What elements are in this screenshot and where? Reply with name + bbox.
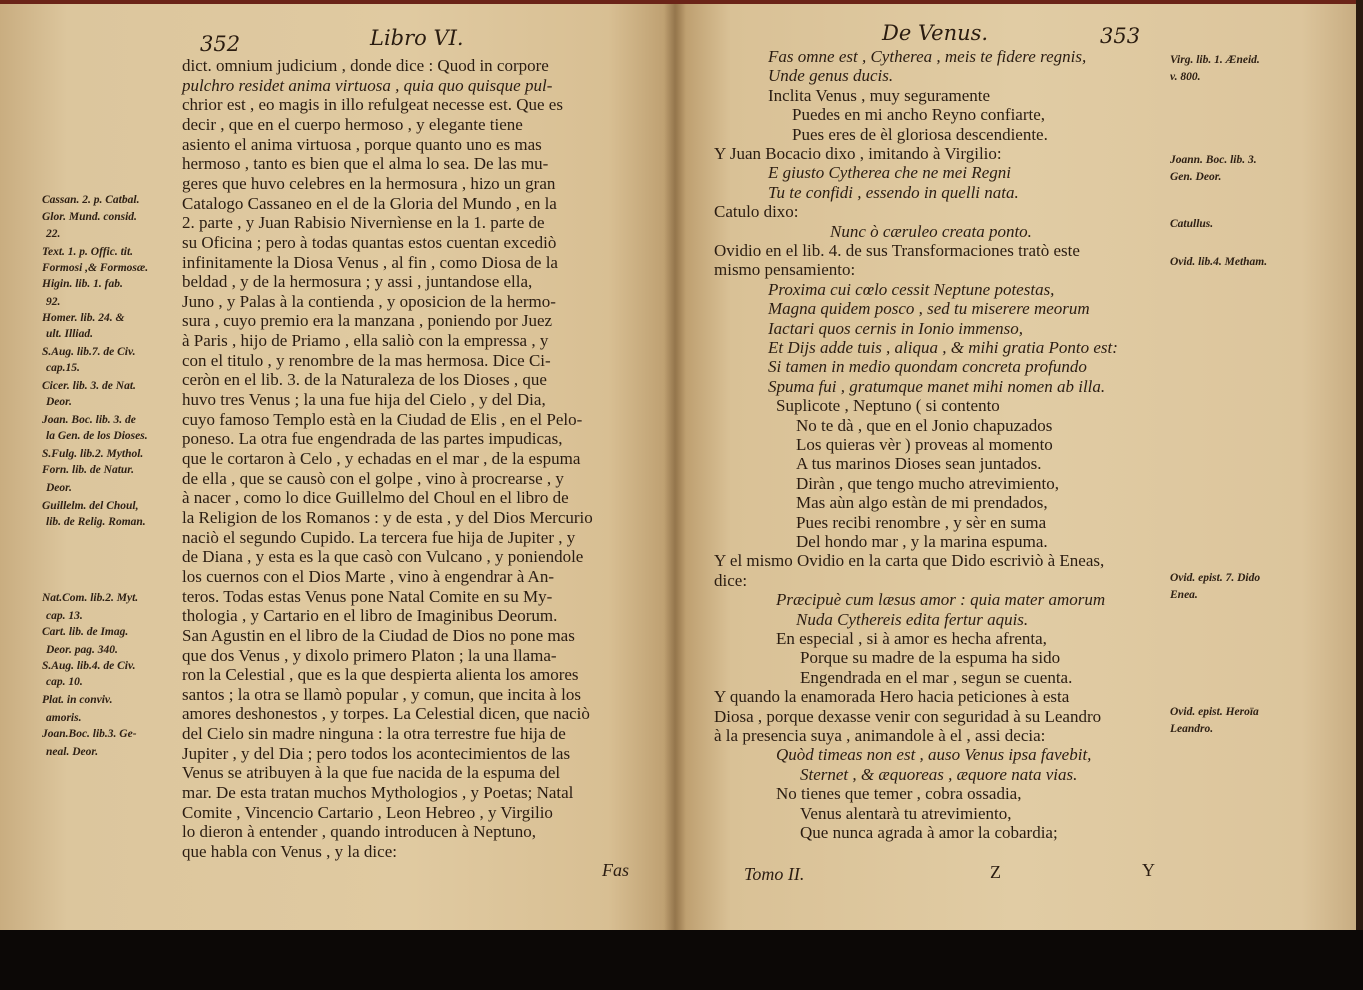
- text-line: huvo tres Venus ; la una fue hija del Cielo , y del Dia,: [182, 390, 546, 410]
- margin-note-line: Leandro.: [1170, 723, 1214, 735]
- right-page-number: 353: [1100, 24, 1141, 48]
- text-line: Nunc ò cæruleo creata ponto.: [830, 221, 1032, 241]
- margin-note: Deor.: [46, 396, 72, 408]
- text-line: poneso. La otra fue engendrada de las partes impudicas,: [182, 429, 563, 449]
- text-line: Pues eres de èl gloriosa descendiente.: [792, 124, 1048, 144]
- text-line: mismo pensamiento:: [714, 260, 856, 280]
- text-line: pulchro residet anima virtuosa , quia quo quisque pul-: [182, 75, 553, 95]
- margin-note: S.Aug. lib.7. de Civ.: [42, 346, 136, 358]
- right-running-head: De Venus.: [882, 21, 989, 45]
- text-line: que le cortaron à Celo , y echadas en el mar , de la espuma: [182, 449, 581, 468]
- signature-mark: Z: [990, 862, 1001, 882]
- text-line: mar. De esta tratan muchos Mythologios , y Poetas; Natal: [182, 783, 574, 803]
- text-line: No te dà , que en el Jonio chapuzados: [796, 415, 1053, 435]
- text-line: Diosa , porque dexasse venir con seguridad à su Leandro: [714, 706, 1102, 726]
- text-line: 2. parte , y Juan Rabisio Nivernìense en la 1. parte de: [182, 213, 545, 233]
- text-line: Fas omne est , Cytherea , meis te fidere regnis,: [768, 47, 1087, 66]
- text-line: à nacer , como lo dice Guillelmo del Choul en el libro de: [182, 488, 569, 508]
- text-line: Del hondo mar , y la marina espuma.: [796, 532, 1048, 551]
- text-line: A tus marinos Dioses sean juntados.: [796, 454, 1042, 474]
- margin-note-line: v. 800.: [1170, 71, 1201, 83]
- left-catchword: Fas: [602, 860, 629, 880]
- text-line: lo dieron à entender , quando introducen à Neptuno,: [182, 822, 537, 842]
- text-line: ceròn en el lib. 3. de la Naturaleza de los Dioses , que: [182, 370, 547, 390]
- text-line: Jupiter , y del Dia ; pero todos los acontecimientos de las: [182, 743, 571, 763]
- text-line: Inclita Venus , muy seguramente: [768, 85, 991, 105]
- text-line: Spuma fui , gratumque manet mihi nomen ab illa.: [768, 376, 1106, 396]
- text-line: à Paris , hijo de Priamo , ella saliò con la empressa , y: [182, 331, 549, 351]
- margin-note-line: Ovid. lib.4. Metham.: [1170, 256, 1268, 268]
- text-line: Et Dijs adde tuis , aliqua , & mihi gratia Ponto est:: [768, 338, 1118, 357]
- text-line: Puedes en mi ancho Reyno confiarte,: [792, 105, 1046, 125]
- margin-note: Homer. lib. 24. &: [42, 312, 125, 324]
- text-line: santos ; la otra se llamò popular , y comun, que incita à los: [182, 684, 581, 704]
- margin-note: lib. de Relig. Roman.: [46, 516, 146, 528]
- margin-note: S.Fulg. lib.2. Mythol.: [42, 448, 144, 460]
- text-line: Nuda Cythereis edita fertur aquis.: [796, 609, 1029, 629]
- text-line: de Diana , y esta es la que casò con Vulcano , y poniendole: [182, 547, 584, 567]
- right-page: [676, 4, 1356, 930]
- text-line: Quòd timeas non est , auso Venus ipsa favebit,: [776, 745, 1092, 765]
- page-edge: [1356, 0, 1363, 930]
- text-line: Diràn , que tengo mucho atrevimiento,: [796, 473, 1059, 493]
- text-line: Unde genus ducis.: [768, 66, 894, 86]
- text-line: geres que huvo celebres en la hermosura , hizo un gran: [182, 173, 556, 193]
- text-line: E giusto Cytherea che ne mei Regni: [768, 163, 1011, 183]
- margin-note-line: Enea.: [1170, 589, 1198, 601]
- left-page-number: 352: [200, 32, 241, 56]
- text-line: beldad , y de la hermosura ; y assi , juntandose ella,: [182, 272, 533, 292]
- margin-note: Joan. Boc. lib. 3. de: [42, 414, 136, 426]
- text-line: Suplicote , Neptuno ( si contento: [776, 396, 1000, 416]
- margin-note: Formosi ,& Formosæ.: [42, 262, 149, 274]
- text-line: hermoso , tanto es bien que el alma lo sea. De las mu-: [182, 154, 549, 174]
- text-line: Comite , Vincencio Cartario , Leon Hebreo , y Virgilio: [182, 802, 553, 822]
- margin-note: Deor.: [46, 482, 72, 494]
- margin-note: 92.: [46, 296, 61, 308]
- text-line: Juno , y Palas à la contienda , y oposicion de la hermo-: [182, 291, 556, 311]
- text-line: Porque su madre de la espuma ha sido: [800, 648, 1061, 668]
- margin-note: cap.15.: [46, 362, 80, 374]
- right-catchword: Y: [1142, 860, 1155, 880]
- margin-note: Higin. lib. 1. fab.: [42, 278, 123, 290]
- text-line: Y quando la enamorada Hero hacia peticiones à esta: [714, 687, 1070, 707]
- text-line: su Oficina ; pero à todas quantas estos cuentan excediò: [182, 232, 557, 252]
- margin-note-line: Joann. Boc. lib. 3.: [1170, 154, 1257, 166]
- text-line: de ella , que se causò con el golpe , vino à procrearse , y: [182, 468, 564, 488]
- margin-note: Joan.Boc. lib.3. Ge-: [42, 728, 137, 740]
- text-line: infinitamente la Diosa Venus , al fin , como Diosa de la: [182, 252, 558, 272]
- text-line: ron la Celestial , que es la que despierta alienta los amores: [182, 665, 579, 685]
- background-shadow: [0, 930, 1363, 990]
- text-line: Iactari quos cernis in Ionio immenso,: [768, 318, 1023, 338]
- text-line: Mas aùn algo estàn de mi prendados,: [796, 493, 1048, 513]
- volume-label: Tomo II.: [744, 864, 805, 884]
- text-line: teros. Todas estas Venus pone Natal Comite en su My-: [182, 586, 553, 606]
- text-line: sura , cuyo premio era la manzana , poniendo por Juez: [182, 311, 553, 331]
- text-line: à la presencia suya , animandole à el , assi decia:: [714, 726, 1046, 745]
- text-line: dice:: [714, 570, 748, 590]
- margin-note: Glor. Mund. consid.: [42, 211, 137, 223]
- text-line: amores deshonestos , y torpes. La Celestial dicen, que naciò: [182, 704, 590, 724]
- margin-note: Guillelm. del Choul,: [42, 500, 139, 512]
- text-line: Los quieras vèr ) proveas al momento: [796, 435, 1053, 454]
- text-line: con el titulo , y renombre de la mas hermosa. Dice Ci-: [182, 350, 551, 370]
- text-line: Y Juan Bocacio dixo , imitando à Virgilio:: [714, 144, 1002, 163]
- text-line: Engendrada en el mar , segun se cuenta.: [800, 667, 1073, 687]
- margin-note: Forn. lib. de Natur.: [42, 464, 135, 476]
- text-line: Y el mismo Ovidio en la carta que Dido escriviò à Eneas,: [714, 551, 1105, 571]
- margin-note: 22.: [46, 228, 61, 240]
- text-line: Si tamen in medio quondam concreta profundo: [768, 357, 1087, 377]
- text-line: Catalogo Cassaneo en el de la Gloria del Mundo , en la: [182, 193, 557, 213]
- margin-note: cap. 13.: [46, 610, 83, 622]
- text-line: dict. omnium judicium , donde dice : Quod in corpore: [182, 56, 549, 75]
- text-line: asiento el anima virtuosa , porque quanto uno es mas: [182, 134, 542, 154]
- margin-note-line: Ovid. epist. 7. Dido: [1170, 572, 1261, 584]
- margin-note-line: Catullus.: [1170, 218, 1214, 230]
- left-running-head: Libro VI.: [370, 26, 464, 50]
- margin-note: Deor. pag. 340.: [46, 644, 118, 656]
- text-line: thologia , y Cartario en el libro de Imaginibus Deorum.: [182, 606, 558, 626]
- text-line: la Religion de los Romanos : y de esta , y del Dios Mercurio: [182, 507, 593, 527]
- text-line: Que nunca agrada à amor la cobardia;: [800, 823, 1058, 842]
- text-line: naciò el segundo Cupido. La tercera fue hija de Jupiter , y: [182, 527, 576, 547]
- text-line: Proxima cui cœlo cessit Neptune potestas,: [768, 279, 1055, 299]
- left-page: [0, 4, 676, 930]
- text-line: que dos Venus , y dixolo primero Platon ; la una llama-: [182, 645, 557, 665]
- margin-note: Cassan. 2. p. Catbal.: [42, 194, 140, 206]
- text-line: Pues recibi renombre , y sèr en suma: [796, 512, 1047, 532]
- text-line: Præcipuè cum læsus amor : quia mater amorum: [776, 590, 1106, 610]
- margin-note-line: Virg. lib. 1. Æneid.: [1170, 54, 1260, 66]
- text-line: Ovidio en el lib. 4. de sus Transformaciones tratò este: [714, 241, 1080, 260]
- text-line: Venus alentarà tu atrevimiento,: [800, 803, 1012, 823]
- margin-note: Cart. lib. de Imag.: [42, 626, 129, 638]
- margin-note: cap. 10.: [46, 676, 83, 688]
- text-line: que habla con Venus , y la dice:: [182, 842, 397, 861]
- text-line: San Agustin en el libro de la Ciudad de Dios no pone mas: [182, 625, 575, 645]
- margin-note: neal. Deor.: [46, 746, 99, 758]
- book-spine-shadow: [664, 4, 686, 930]
- margin-note: Plat. in conviv.: [42, 694, 113, 706]
- text-line: Magna quidem posco , sed tu miserere meorum: [768, 299, 1090, 319]
- margin-note: amoris.: [46, 712, 82, 724]
- text-line: del Cielo sin madre ninguna : la otra terrestre fue hija de: [182, 724, 566, 744]
- margin-note-line: Ovid. epist. Heroïa: [1170, 706, 1259, 718]
- text-line: decir , que en el cuerpo hermoso , y elegante tiene: [182, 114, 523, 134]
- margin-note: la Gen. de los Dioses.: [46, 430, 148, 442]
- text-line: cuyo famoso Templo està en la Ciudad de Elis , en el Pelo-: [182, 409, 583, 429]
- text-line: Sternet , & æquoreas , æquore nata vias.: [800, 764, 1078, 784]
- margin-note-line: Gen. Deor.: [1170, 171, 1222, 183]
- text-line: Tu te confidi , essendo in quelli nata.: [768, 182, 1019, 202]
- margin-note: S.Aug. lib.4. de Civ.: [42, 660, 136, 672]
- margin-note: Cicer. lib. 3. de Nat.: [42, 380, 136, 392]
- text-line: chrior est , eo magis in illo refulgeat necesse est. Que es: [182, 95, 563, 115]
- text-line: los cuernos con el Dios Marte , vino à engendrar à An-: [182, 566, 554, 586]
- margin-note: Nat.Com. lib.2. Myt.: [42, 592, 139, 604]
- text-line: Venus se atribuyen à la que fue nacida de la espuma del: [182, 763, 561, 783]
- margin-note: ult. Illiad.: [46, 328, 93, 340]
- text-line: No tienes que temer , cobra ossadia,: [776, 784, 1022, 804]
- text-line: Catulo dixo:: [714, 202, 799, 222]
- text-line: En especial , si à amor es hecha afrenta,: [776, 629, 1047, 648]
- margin-note: Text. 1. p. Offic. tit.: [42, 246, 134, 258]
